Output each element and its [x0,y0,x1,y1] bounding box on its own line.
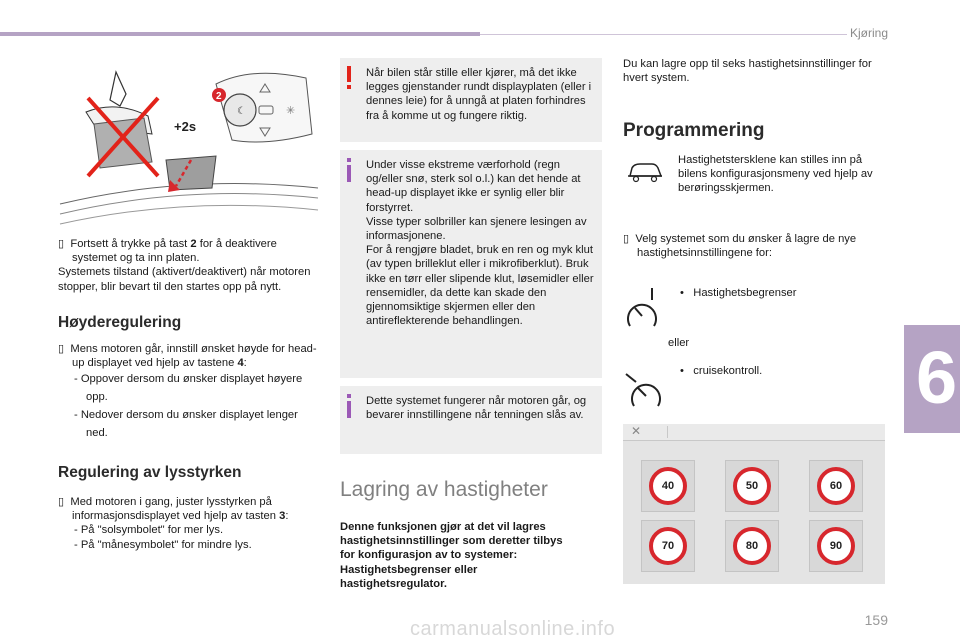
info-note [340,150,602,378]
speed-value: 80 [733,527,771,565]
key-label: 2 [190,238,197,250]
text: cruisekontroll. [693,365,763,377]
info-note-2 [340,386,602,454]
text: På "månesymbolet" for mindre lys. [80,539,252,552]
speed-screen [623,424,885,584]
speed-value: 40 [649,467,687,505]
header-rule [480,34,847,35]
speed-sign-70[interactable] [641,520,695,572]
speed-value: 60 [817,467,855,505]
store-text [340,520,580,591]
text: Oppover dersom du ønsker displayet høyere opp. [80,373,303,404]
speed-value: 70 [649,527,687,565]
text: for å deaktivere systemet og ta inn platen. [72,238,277,265]
option-cruise: • cruisekontroll. [680,365,763,377]
heading-programming: Programmering [623,120,765,141]
speed-sign-50[interactable] [725,460,779,512]
key-label: 4 [237,357,244,370]
svg-text:2: 2 [216,91,222,102]
text: Velg systemet som du ønsker å lagre de nye hastighetsinnstillingene for: [635,233,857,260]
info-icon [345,158,353,182]
warning-text: Når bilen står stille eller kjører, må det ikke legges gjenstander rundt displayplaten (eller i dennes leie) for å unngå at platen forhindres fra å komme ut og fungere riktig. [366,67,592,122]
hud-illustration [56,64,322,232]
or-text: eller [668,337,690,349]
speed-sign-90[interactable] [809,520,863,572]
select-bullet: ▯ Velg systemet som du ønsker å lagre de nye hastighetsinnstillingene for: [623,233,857,260]
close-icon[interactable]: ✕ [631,424,642,438]
speed-value: 90 [817,527,855,565]
heading-light: Regulering av lysstyrken [58,464,242,482]
cruise-control-icon [624,370,664,410]
info-text [366,158,596,328]
sub-down: - Nedover dersom du ønsker displayet lenger ned. [74,409,298,440]
warning-note [340,58,602,142]
speed-sign-40[interactable] [641,460,695,512]
info-para: Under visse ekstreme værforhold (regn og/eller snø, sterk sol o.l.) kan det hende at head-up displayet ikke er synlig eller blir forstyrret. [366,159,581,214]
paragraph-state: Systemets tilstand (aktivert/deaktivert) når motoren stopper, blir bevart til den startes opp på nytt. [58,266,311,293]
chapter-tab [904,325,960,433]
text: På "solsymbolet" for mer lys. [80,524,224,537]
text: Mens motoren går, innstill ønsket høyde for head-up displayet ved hjelp av tastene [70,343,317,370]
info-para: Visse typer solbriller kan sjenere lesingen av informasjonene. [366,215,587,243]
text: Med motoren i gang, juster lysstyrken på informasjonsdisplayet ved hjelp av tasten [70,495,276,522]
svg-text:✳: ✳ [286,104,296,117]
info-icon [345,394,353,418]
text: Fortsett å trykke på tast [70,238,188,250]
sub-sun: - På "solsymbolet" for mer lys. [74,524,224,537]
watermark: carmanualsonline.info [410,618,616,640]
sub-up: - Oppover dersom du ønsker displayet høyere opp. [74,373,303,404]
paragraph-deactivate: ▯ Fortsett å trykke på tast 2 for å deaktivere systemet og ta inn platen. [58,238,277,265]
svg-text:☾: ☾ [237,106,246,117]
sub-moon: - På "månesymbolet" for mindre lys. [74,539,252,552]
section-title: Kjøring [849,26,888,40]
column-right [623,57,885,85]
speed-value: 50 [733,467,771,505]
option-limiter: • Hastighetsbegrenser [680,287,797,299]
heading-height: Høyderegulering [58,313,182,331]
heading-store: Lagring av hastigheter [340,478,548,501]
text: Hastighetsbegrenser [693,287,797,299]
speed-sign-60[interactable] [809,460,863,512]
paragraph-height: ▯ Mens motoren går, innstill ønsket høyde for head-up displayet ved hjelp av tastene 4: [58,343,317,370]
car-icon [626,158,664,184]
info-text: Dette systemet fungerer når motoren går, og bevarer innstillingene når tenningen slås av. [366,395,587,422]
store-paragraph: Denne funksjonen gjør at det vil lagres hastighetsinnstillinger som deretter tilbys for konfigurasjon av to systemer: Hastighetsbegrenser eller hastighetsregulator. [340,521,563,590]
svg-text:+2s: +2s [174,119,197,134]
speed-limiter-icon [624,286,660,332]
paragraph-light: ▯ Med motoren i gang, juster lysstyrken på informasjonsdisplayet ved hjelp av tasten 3: [58,495,289,522]
text: Nedover dersom du ønsker displayet lenger ned. [80,409,298,440]
page-number: 159 [864,612,888,628]
header-bar [0,32,480,36]
column-left [58,237,320,553]
intro-text: Du kan lagre opp til seks hastighetsinnstillinger for hvert system. [623,58,872,85]
prog-text: Hastighetstersklene kan stilles inn på bilens konfigurasjonsmeny ved hjelp av berøringsskjermen. [678,154,873,195]
key-label: 3 [279,509,286,522]
warning-icon [345,66,353,90]
info-para: For å rengjøre bladet, bruk en ren og myk klut (av typen brilleklut eller i mikrofiberklut). Bruk ikke en tørr eller slipende klut, løsemidler eller rensemidler, da dette kan skade den gjennomsiktige skjermen eller den antireflekterende behandlingen. [366,244,594,328]
speed-sign-80[interactable] [725,520,779,572]
chapter-number: 6 [916,336,958,419]
screen-toolbar [623,424,885,441]
